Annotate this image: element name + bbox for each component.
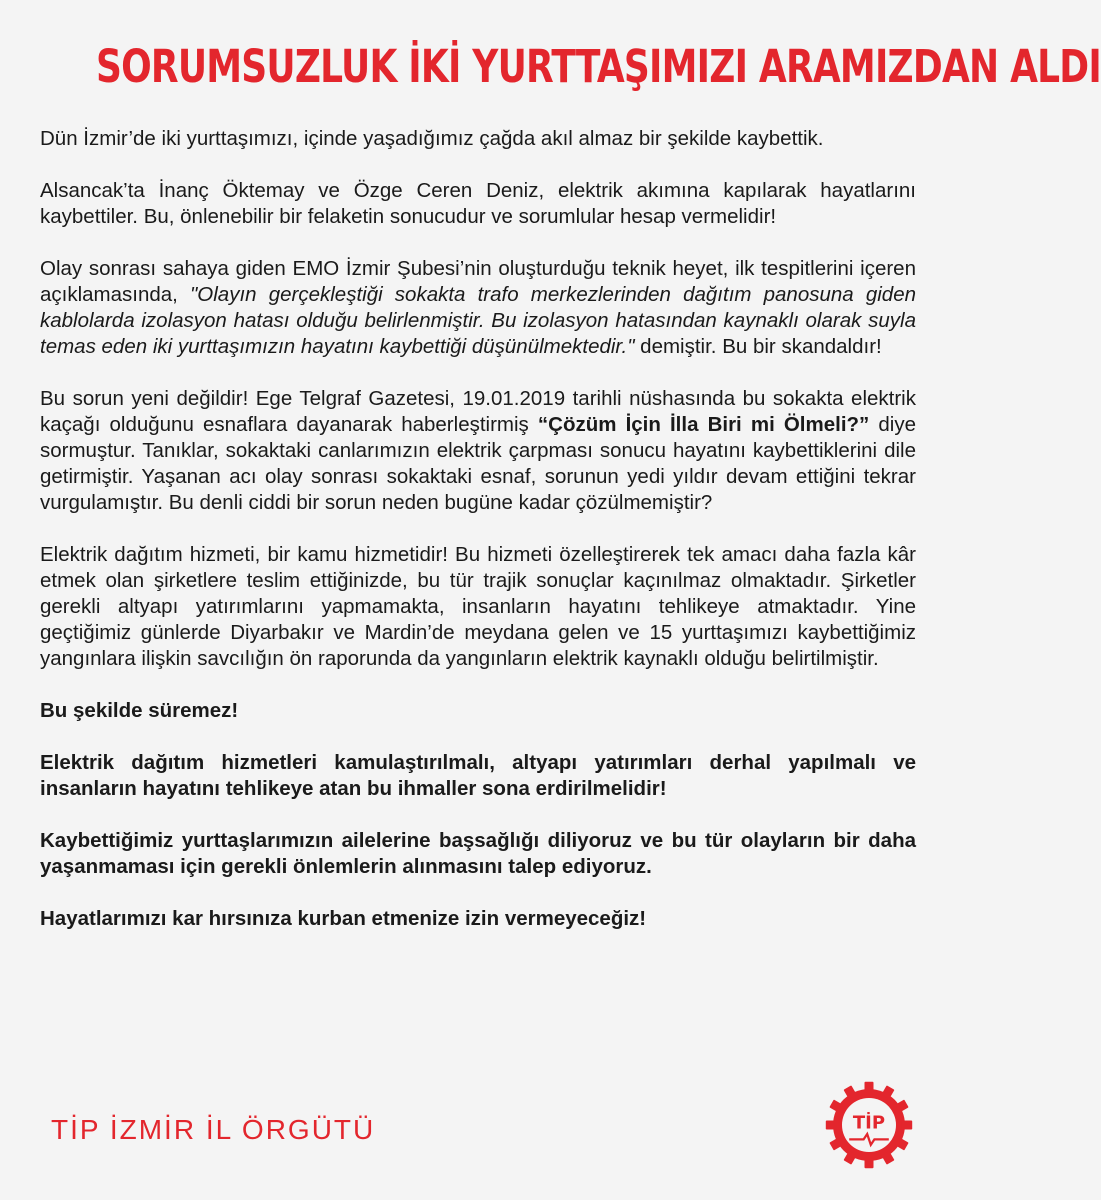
- organization-name: TİP İZMİR İL ÖRGÜTÜ: [51, 1114, 376, 1145]
- emo-quote: "Olayın gerçekleştiği sokakta trafo merkezlerinden dağıtım panosuna giden kablolarda izolasyon hatası olduğu belirlenmiştir. Bu izolasyon hatasından kaynaklı olarak suyla temas eden iki yurttaşımızın hayatını kaybettiği düşünülmektedir.": [40, 283, 916, 358]
- bold-statement-4: Hayatlarımızı kar hırsınıza kurban etmenize izin vermeyeceğiz!: [40, 907, 647, 930]
- statement-body: [40, 126, 916, 958]
- paragraph-1: Dün İzmir’de iki yurttaşımızı, içinde yaşadığımız çağda akıl almaz bir şekilde kaybettik.: [40, 127, 824, 150]
- paragraph-4: [40, 386, 916, 516]
- newspaper-headline: “Çözüm İçin İlla Biri mi Ölmeli?”: [537, 413, 870, 436]
- paragraph-4-start: Bu sorun yeni değildir! Ege Telgraf Gazetesi, 19.01.2019 tarihli nüshasında bu sokakta elektrik kaçağı olduğunu esnaflara dayanarak haberleştirmiş: [40, 387, 916, 436]
- paragraph-2: Alsancak’ta İnanç Öktemay ve Özge Ceren Deniz, elektrik akımına kapılarak hayatlarını kaybettiler. Bu, önlenebilir bir felaketin sonucudur ve sorumlular hesap vermelidir!: [40, 179, 916, 228]
- paragraph-3-end: demiştir. Bu bir skandaldır!: [634, 335, 882, 358]
- logo-text: TİP: [852, 1112, 886, 1134]
- paragraph-5: Elektrik dağıtım hizmeti, bir kamu hizmetidir! Bu hizmeti özelleştirerek tek amacı daha fazla kâr etmek olan şirketlere teslim ettiğinizde, bu tür trajik sonuçlar kaçınılmaz olmaktadır. Şirketler gerekli altyapı yatırımlarını yapmamakta, insanların hayatını tehlikeye atmaktadır. Yine geçtiğimiz günlerde Diyarbakır ve Mardin’de meydana gelen ve 15 yurttaşımızı kaybettiğimiz yangınlara ilişkin savcılığın ön raporunda da yangınların elektrik kaynaklı olduğu belirtilmiştir.: [40, 543, 916, 670]
- bold-statement-1: Bu şekilde süremez!: [40, 699, 239, 722]
- tip-logo-icon: [824, 1080, 914, 1170]
- paragraph-4-end: diye sormuştur. Tanıklar, sokaktaki canlarımızın elektrik çarpması sonucu hayatını kaybettiklerini dile getirmiştir. Yaşanan acı olay sonrası sokaktaki esnaf, sorunun yedi yıldır devam ettiğini tekrar vurgulamıştır. Bu denli ciddi bir sorun neden bugüne kadar çözülmemiştir?: [40, 413, 916, 514]
- bold-statement-3: Kaybettiğimiz yurttaşlarımızın ailelerine başsağlığı diliyoruz ve bu tür olayların bir daha yaşanmaması için gerekli önlemlerin alınmasını talep ediyoruz.: [40, 829, 916, 878]
- paragraph-3-intro: Olay sonrası sahaya giden EMO İzmir Şubesi’nin oluşturduğu teknik heyet, ilk tespitlerini içeren açıklamasında,: [40, 257, 916, 306]
- page-title: SORUMSUZLUK İKİ YURTTAŞIMIZI ARAMIZDAN ALDI: [96, 40, 1101, 93]
- bold-statement-2: Elektrik dağıtım hizmetleri kamulaştırılmalı, altyapı yatırımları derhal yapılmalı ve insanların hayatını tehlikeye atan bu ihmaller sona erdirilmelidir!: [40, 751, 916, 800]
- paragraph-3: [40, 256, 916, 360]
